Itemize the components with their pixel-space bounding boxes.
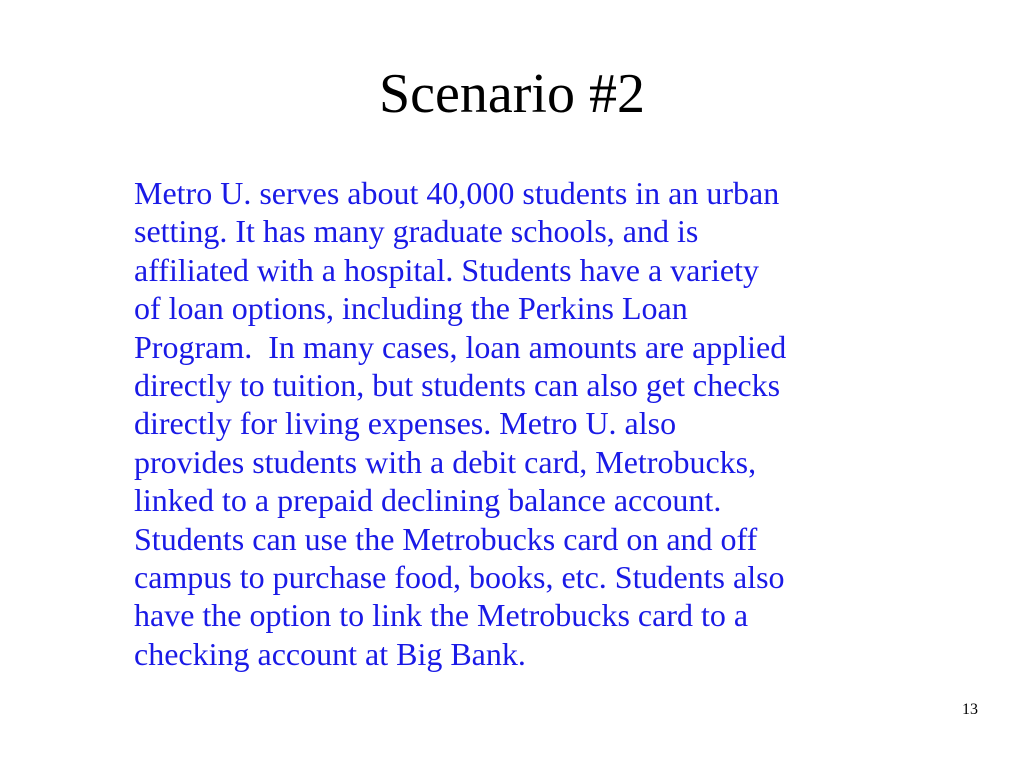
body-line: affiliated with a hospital. Students have a variety [134, 251, 760, 288]
body-line: Program. In many cases, loan amounts are applied [134, 328, 787, 365]
body-line: campus to purchase food, books, etc. Students also [134, 559, 785, 596]
body-line: of loan options, including the Perkins Loan [134, 290, 688, 327]
body-line: Metro U. serves about 40,000 students in an urban [134, 175, 780, 211]
body-line: have the option to link the Metrobucks card to a [134, 597, 749, 634]
body-line: provides students with a debit card, Metrobucks, [134, 443, 757, 480]
body-line: Students can use the Metrobucks card on and off [134, 520, 758, 557]
body-line: linked to a prepaid declining balance account. [134, 482, 722, 519]
slide-title: Scenario #2 [379, 63, 645, 125]
body-line: directly to tuition, but students can also get checks [134, 367, 781, 404]
body-line: directly for living expenses. Metro U. also [134, 405, 677, 442]
page-number: 13 [962, 701, 978, 718]
slide-body-text [134, 174, 964, 673]
body-line: setting. It has many graduate schools, and is [134, 213, 699, 250]
body-line: checking account at Big Bank. [134, 635, 526, 672]
